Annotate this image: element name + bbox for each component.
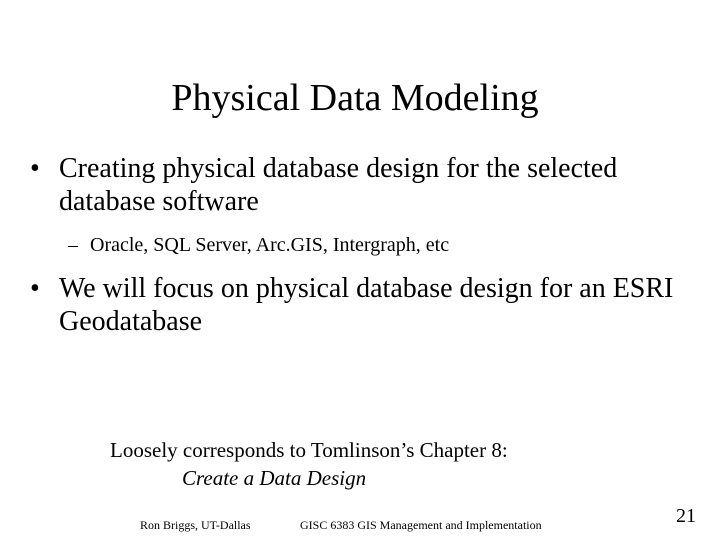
note-line-1: Loosely corresponds to Tomlinson’s Chapter 8:: [110, 438, 508, 462]
footer-course: GISC 6383 GIS Management and Implementation: [300, 518, 542, 532]
page-number: 21: [676, 505, 696, 527]
bullet-mark: •: [30, 273, 40, 304]
chapter-note: [110, 436, 508, 492]
slide-title: Physical Data Modeling: [171, 77, 539, 119]
note-line-2: Create a Data Design: [182, 466, 367, 490]
bullet-item: [30, 152, 650, 218]
sub-bullet-mark: –: [68, 234, 78, 256]
sub-bullet-text: Oracle, SQL Server, Arc.GIS, Intergraph, etc: [90, 234, 450, 256]
bullet-mark: •: [30, 153, 40, 184]
sub-bullet-item: [68, 232, 449, 258]
bullet-item: [30, 272, 700, 338]
bullet-text: Creating physical database design for the selected database software: [59, 153, 618, 217]
footer-author: Ron Briggs, UT-Dallas: [140, 518, 251, 532]
bullet-text: We will focus on physical database design for an ESRI Geodatabase: [59, 273, 674, 337]
